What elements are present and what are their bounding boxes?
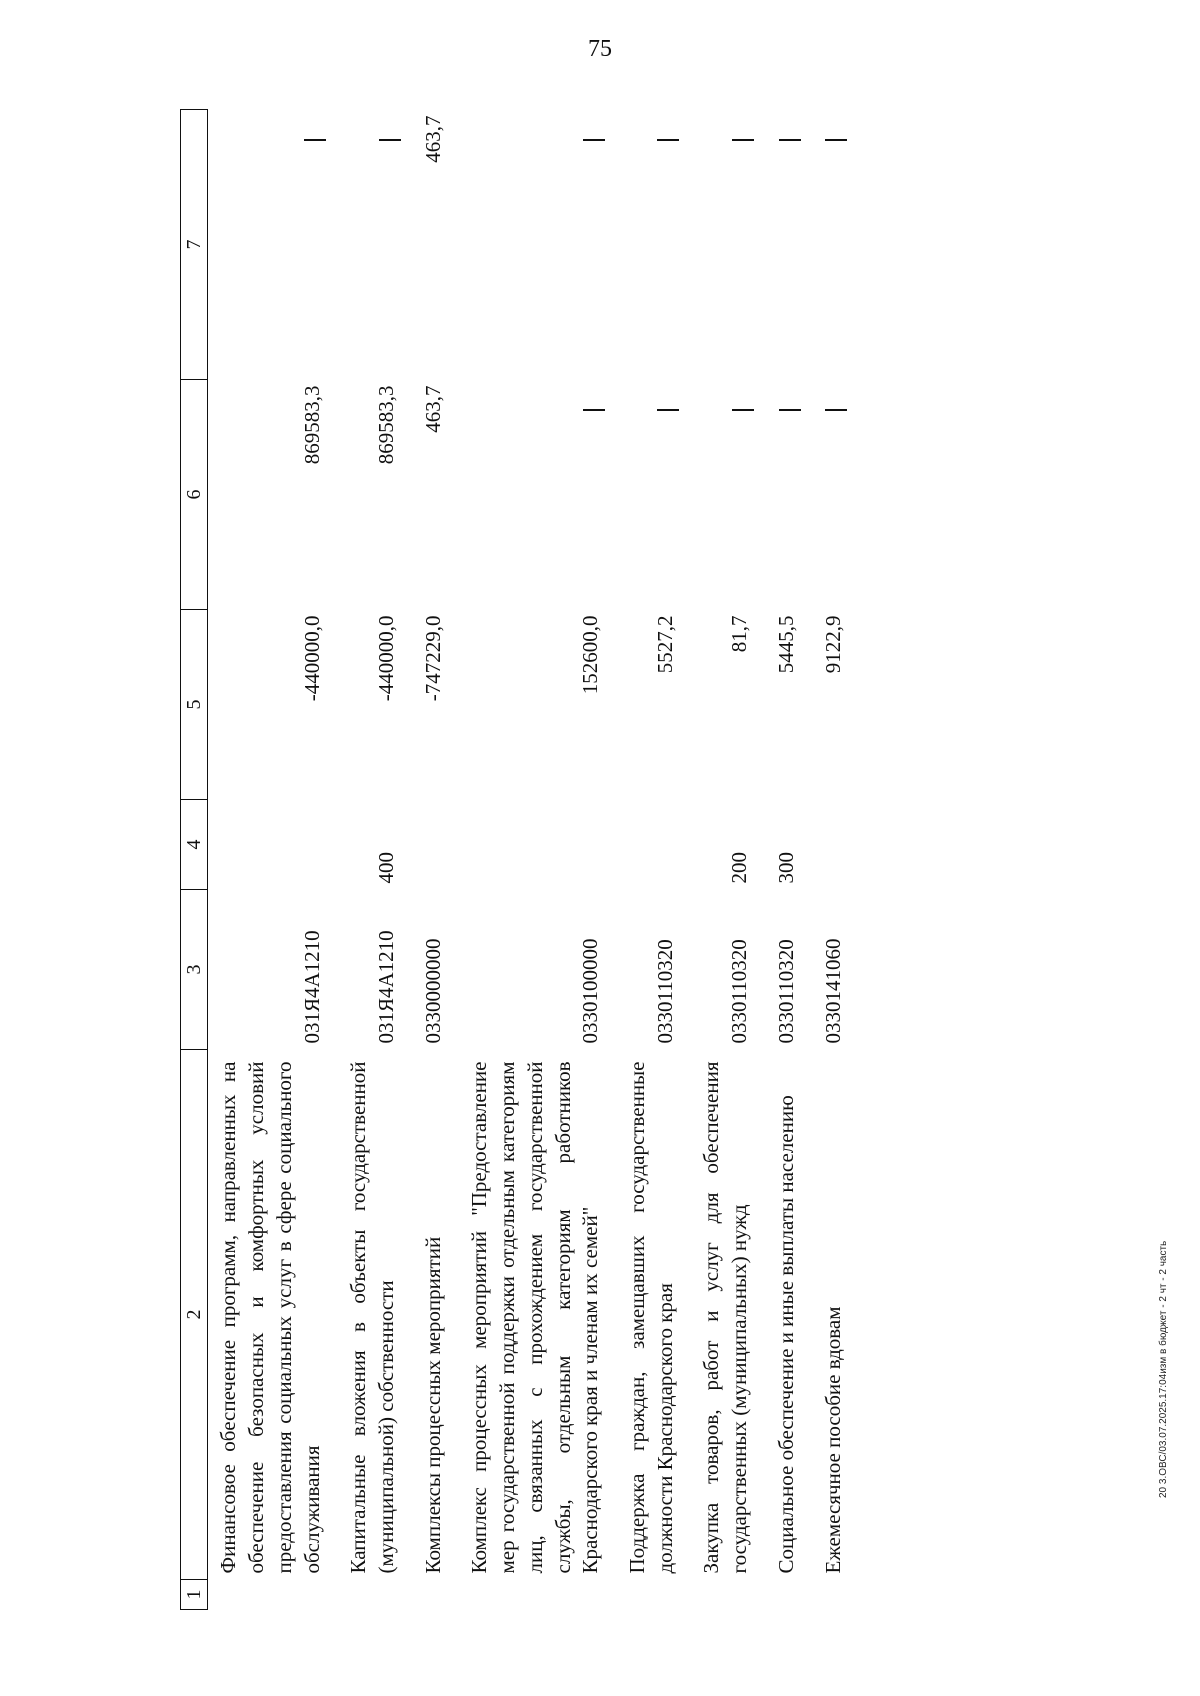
page-number: 75	[588, 36, 612, 62]
row-code: 0330000000	[420, 938, 445, 1044]
row-type	[459, 800, 617, 890]
budget-table	[180, 109, 859, 1610]
row-type	[617, 800, 691, 890]
row-code: 031Я4А1210	[373, 930, 398, 1044]
dash-mark	[732, 140, 754, 142]
footer-note: 20 3.ОВС/03.07.2025.17:04изм в бюджет - 2 чт - 2 часть	[1158, 1240, 1169, 1498]
row-name: Комплекс процессных мероприятий "Предоставление мер государственной поддержки отдельным категориям лиц, связанных с прохождением государственной службы, отдельным категориям работников Краснодарского края и членам их семей"	[467, 1061, 603, 1574]
table-row	[617, 110, 691, 1610]
row-col7	[766, 110, 813, 380]
row-amount: 5527,2	[652, 615, 677, 674]
table-body	[208, 110, 859, 1610]
dash-mark	[657, 140, 679, 142]
dash-mark	[825, 140, 847, 142]
row-name: Финансовое обеспечение программ, направленных на обеспечение безопасных и комфортных условий предоставления социальных услуг в сфере социального обслуживания	[216, 1061, 324, 1574]
row-name: Ежемесячное пособие вдовам	[820, 1306, 845, 1574]
dash-mark	[583, 140, 605, 142]
col-header-5: 5	[181, 610, 208, 800]
rotated-budget-table	[180, 90, 1070, 1610]
row-code: 0330110320	[773, 939, 798, 1044]
row-col6	[766, 380, 813, 610]
table-row	[459, 110, 617, 1610]
row-col6	[813, 380, 860, 610]
row-code: 031Я4А1210	[299, 930, 324, 1044]
table-row	[813, 110, 860, 1610]
row-type	[813, 800, 860, 890]
row-name: Поддержка граждан, замещавших государственные должности Краснодарского края	[625, 1061, 677, 1574]
row-index-cell	[459, 1580, 617, 1610]
row-type: 400	[373, 852, 398, 884]
dash-mark	[304, 140, 326, 142]
row-col7	[459, 110, 617, 380]
col-header-1: 1	[181, 1580, 208, 1610]
col-header-4: 4	[181, 800, 208, 890]
row-amount: 5445,5	[773, 615, 798, 674]
dash-mark	[732, 410, 754, 412]
row-col7	[813, 110, 860, 380]
col-header-2: 2	[181, 1050, 208, 1580]
row-type: 300	[773, 852, 798, 884]
row-col7	[617, 110, 691, 380]
row-name: Социальное обеспечение и иные выплаты населению	[773, 1095, 798, 1574]
row-index-cell	[338, 1580, 412, 1610]
row-index-cell	[813, 1580, 860, 1610]
row-col7	[338, 110, 412, 380]
row-name: Капитальные вложения в объекты государственной (муниципальной) собственности	[346, 1061, 398, 1574]
row-index-cell	[691, 1580, 765, 1610]
row-type	[413, 800, 460, 890]
row-amount: 81,7	[727, 615, 752, 653]
row-index-cell	[617, 1580, 691, 1610]
dash-mark	[379, 140, 401, 142]
row-col6: 869583,3	[373, 385, 398, 465]
row-amount: -747229,0	[420, 615, 445, 702]
row-type: 200	[727, 852, 752, 884]
row-col6	[617, 380, 691, 610]
row-col7	[691, 110, 765, 380]
row-amount: 152600,0	[578, 615, 603, 695]
row-col7: 463,7	[420, 115, 445, 163]
table-row	[338, 110, 412, 1610]
row-index-cell	[766, 1580, 813, 1610]
dash-mark	[657, 410, 679, 412]
row-col6: 869583,3	[299, 385, 324, 465]
row-index-cell	[208, 1580, 338, 1610]
dash-mark	[779, 140, 801, 142]
row-col6	[691, 380, 765, 610]
row-name: Закупка товаров, работ и услуг для обеспечения государственных (муниципальных) нужд	[699, 1061, 752, 1574]
row-amount: -440000,0	[373, 615, 398, 702]
dash-mark	[779, 410, 801, 412]
dash-mark	[583, 410, 605, 412]
col-header-6: 6	[181, 380, 208, 610]
table-row	[413, 110, 460, 1610]
col-header-7: 7	[181, 110, 208, 380]
row-code: 0330100000	[578, 938, 603, 1044]
table-row	[691, 110, 765, 1610]
row-name: Комплексы процессных мероприятий	[420, 1236, 445, 1574]
row-code: 0330110320	[727, 939, 752, 1044]
row-type	[208, 800, 338, 890]
col-header-3: 3	[181, 890, 208, 1050]
row-col6	[459, 380, 617, 610]
row-code: 0330110320	[652, 939, 677, 1044]
row-code: 0330141060	[820, 938, 845, 1044]
row-amount: -440000,0	[299, 615, 324, 702]
table-row	[766, 110, 813, 1610]
header-row	[181, 110, 208, 1610]
row-amount: 9122,9	[820, 615, 845, 674]
row-index-cell	[413, 1580, 460, 1610]
row-col6: 463,7	[420, 385, 445, 433]
dash-mark	[825, 410, 847, 412]
row-col7	[208, 110, 338, 380]
table-row	[208, 110, 338, 1610]
